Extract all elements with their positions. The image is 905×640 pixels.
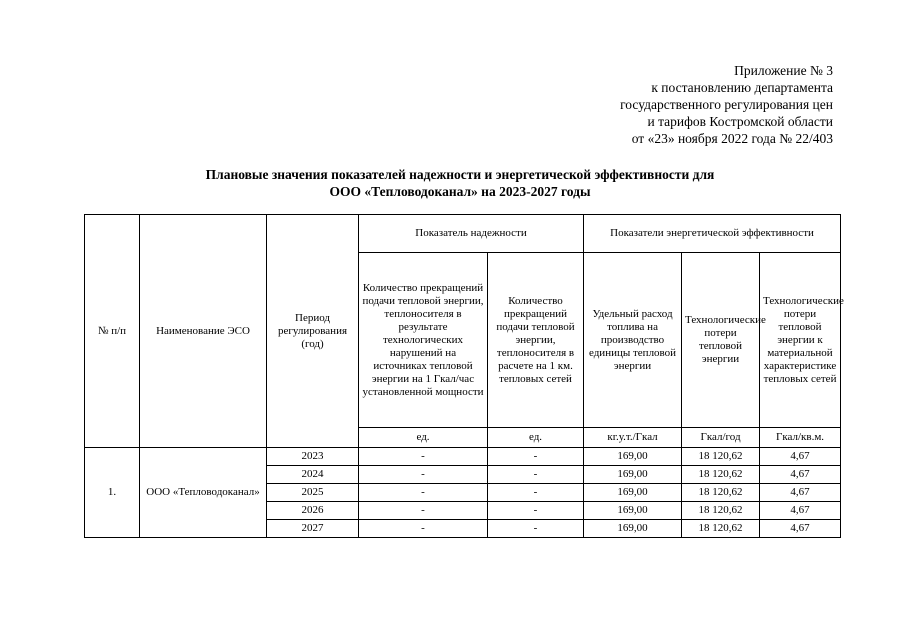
cell-c4: 18 120,62: [682, 448, 760, 466]
appendix-line: к постановлению департамента: [651, 80, 833, 95]
indicators-table: [84, 214, 844, 538]
cell-c5: 4,67: [760, 484, 841, 502]
cell-c1: -: [359, 448, 488, 466]
cell-c1: -: [359, 466, 488, 484]
cell-c2: -: [488, 502, 584, 520]
cell-year: 2023: [267, 448, 359, 466]
header-period: Период регулирования (год): [267, 215, 359, 448]
cell-c4: 18 120,62: [682, 484, 760, 502]
unit-col3: кг.у.т./Гкал: [584, 428, 682, 448]
cell-c4: 18 120,62: [682, 520, 760, 538]
header-efficiency-group: Показатели энергетической эффективности: [584, 215, 841, 253]
cell-c3: 169,00: [584, 484, 682, 502]
cell-c4: 18 120,62: [682, 502, 760, 520]
cell-c5: 4,67: [760, 448, 841, 466]
document-title: [90, 166, 830, 200]
cell-year: 2024: [267, 466, 359, 484]
appendix-line: от «23» ноября 2022 года № 22/403: [631, 131, 833, 146]
cell-c5: 4,67: [760, 520, 841, 538]
header-col5: Технологические потери тепловой энергии к материальной характеристике тепловых сетей: [760, 253, 841, 428]
cell-year: 2027: [267, 520, 359, 538]
entry-name: ООО «Тепловодоканал»: [140, 448, 267, 538]
header-col2: Количество прекращений подачи тепловой энергии, теплоносителя в расчете на 1 км. тепловых сетей: [488, 253, 584, 428]
cell-c2: -: [488, 448, 584, 466]
header-col1: Количество прекращений подачи тепловой энергии, теплоносителя в результате технологических нарушений на источниках тепловой энергии на 1 Гкал/час установленной мощности: [359, 253, 488, 428]
header-col3: Удельный расход топлива на производство единицы тепловой энергии: [584, 253, 682, 428]
header-col4: Технологические потери тепловой энергии: [682, 253, 760, 428]
cell-c1: -: [359, 502, 488, 520]
cell-c3: 169,00: [584, 520, 682, 538]
cell-c2: -: [488, 466, 584, 484]
table-row: [85, 448, 841, 466]
header-num: № п/п: [85, 215, 140, 448]
appendix-line: и тарифов Костромской области: [647, 114, 833, 129]
cell-c3: 169,00: [584, 502, 682, 520]
appendix-line: Приложение № 3: [734, 63, 833, 78]
appendix-block: [513, 62, 833, 147]
document-title-line-2: ООО «Тепловодоканал» на 2023-2027 годы: [329, 184, 591, 199]
entry-num: 1.: [85, 448, 140, 538]
appendix-line: государственного регулирования цен: [620, 97, 833, 112]
cell-c3: 169,00: [584, 448, 682, 466]
cell-c3: 169,00: [584, 466, 682, 484]
unit-col2: ед.: [488, 428, 584, 448]
header-reliability-group: Показатель надежности: [359, 215, 584, 253]
cell-c1: -: [359, 520, 488, 538]
document-title-line-1: Плановые значения показателей надежности и энергетической эффективности для: [205, 167, 715, 182]
cell-year: 2026: [267, 502, 359, 520]
unit-col5: Гкал/кв.м.: [760, 428, 841, 448]
cell-c4: 18 120,62: [682, 466, 760, 484]
header-name: Наименование ЭСО: [140, 215, 267, 448]
cell-c2: -: [488, 520, 584, 538]
cell-c5: 4,67: [760, 502, 841, 520]
cell-c2: -: [488, 484, 584, 502]
cell-c5: 4,67: [760, 466, 841, 484]
cell-year: 2025: [267, 484, 359, 502]
cell-c1: -: [359, 484, 488, 502]
unit-col4: Гкал/год: [682, 428, 760, 448]
unit-col1: ед.: [359, 428, 488, 448]
